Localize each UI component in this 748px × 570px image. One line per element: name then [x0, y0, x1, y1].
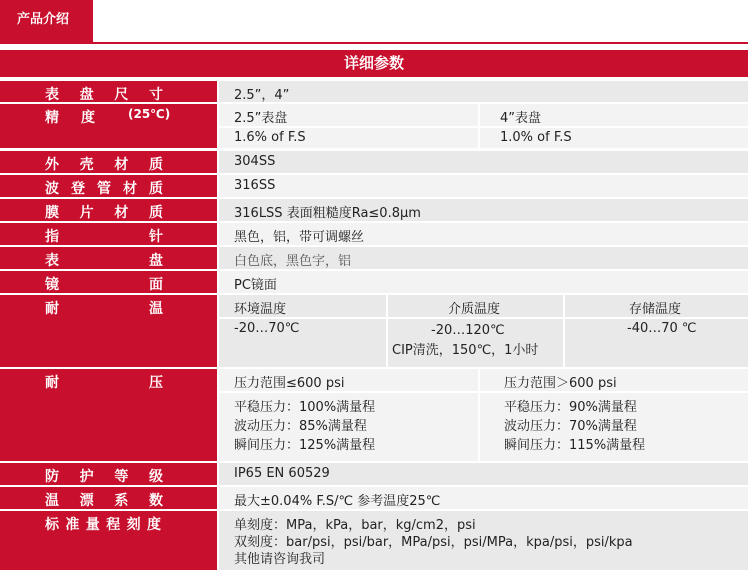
value-text: IP65 EN 60529: [234, 466, 330, 481]
value-scale: [219, 511, 748, 570]
label-text: 标准量程刻度: [45, 517, 161, 533]
accuracy-col1-value: 1.6% of F.S: [234, 130, 306, 145]
ambient-temp-head: 环境温度: [234, 302, 287, 317]
value-text: 304SS: [234, 154, 276, 169]
value-text: PC镜面: [234, 278, 277, 293]
label-dial-size: [0, 81, 217, 102]
value-text: 最大±0.04% F.S/℃ 参考温度25℃: [234, 494, 441, 509]
pressure-low-head: 压力范围≤600 psi: [234, 376, 345, 391]
pressure-low-line: 瞬间压力：125%满量程: [234, 438, 376, 453]
pressure-high-line: 瞬间压力：115%满量程: [504, 438, 646, 453]
label-note: (25℃): [128, 107, 171, 121]
value-text: 2.5”，4”: [234, 88, 290, 103]
label-text: 指针: [45, 229, 163, 245]
label-accuracy: [0, 104, 217, 148]
label-text: 镜面: [45, 277, 163, 293]
label-text: 精度: [45, 110, 95, 126]
label-text: 温漂系数: [45, 493, 163, 509]
label-bourdon-material: [0, 175, 217, 197]
divider: [478, 369, 480, 461]
tab-bar: [0, 0, 748, 44]
label-scale: [0, 511, 217, 570]
label-text: 膜片材质: [45, 205, 163, 221]
value-text: 白色底，黑色字，铝: [234, 254, 352, 269]
value-pointer: [219, 223, 748, 245]
label-text: 外壳材质: [45, 157, 163, 173]
value-temp-coeff: [219, 487, 748, 509]
pressure-low-line: 波动压力：85%满量程: [234, 419, 367, 434]
label-temperature: [0, 295, 217, 367]
label-text: 耐压: [45, 375, 163, 391]
label-text: 防护等级: [45, 469, 163, 485]
pressure-low-line: 平稳压力：100%满量程: [234, 400, 376, 415]
divider: [219, 391, 748, 393]
value-text: 316LSS 表面粗糙度Ra≤0.8μm: [234, 206, 421, 221]
value-dial-size: [219, 81, 748, 102]
label-temp-coeff: [0, 487, 217, 509]
value-temperature: [219, 295, 748, 367]
value-diaphragm-material: [219, 199, 748, 221]
value-pressure: [219, 369, 748, 461]
medium-temp-note: CIP清洗，150℃，1小时: [392, 343, 539, 358]
pressure-high-head: 压力范围＞600 psi: [504, 376, 617, 391]
value-text: 黑色，铝，带可调螺丝: [234, 230, 365, 245]
divider: [386, 295, 388, 367]
scale-line: 其他请咨询我司: [234, 552, 326, 567]
medium-temp-value: -20…120℃: [431, 323, 505, 338]
divider: [219, 126, 748, 128]
value-protection: [219, 463, 748, 485]
value-text: 316SS: [234, 178, 276, 193]
label-case-material: [0, 151, 217, 173]
divider: [478, 104, 480, 148]
pressure-high-line: 平稳压力：90%满量程: [504, 400, 637, 415]
scale-line: 双刻度：bar/psi，psi/bar，MPa/psi，psi/MPa，kpa/psi，psi/kpa: [234, 535, 633, 550]
label-diaphragm-material: [0, 199, 217, 221]
accuracy-col2-value: 1.0% of F.S: [500, 130, 572, 145]
label-text: 表盘尺寸: [45, 87, 163, 103]
label-dial: [0, 247, 217, 269]
storage-temp-value: -40…70 ℃: [627, 321, 697, 336]
value-dial: [219, 247, 748, 269]
accuracy-col1-head: 2.5”表盘: [234, 111, 288, 126]
label-protection: [0, 463, 217, 485]
label-text: 表盘: [45, 253, 163, 269]
label-text: 耐温: [45, 301, 163, 317]
value-case-material: [219, 151, 748, 173]
value-bourdon-material: [219, 175, 748, 197]
storage-temp-head: 存储温度: [629, 302, 682, 317]
value-lens: [219, 271, 748, 293]
accuracy-col2-head: 4”表盘: [500, 111, 542, 126]
scale-line: 单刻度：MPa，kPa，bar，kg/cm2，psi: [234, 518, 476, 533]
pressure-high-line: 波动压力：70%满量程: [504, 419, 637, 434]
label-pointer: [0, 223, 217, 245]
label-pressure: [0, 369, 217, 461]
label-lens: [0, 271, 217, 293]
label-text: 波登管材质: [45, 181, 163, 197]
tab-product-intro[interactable]: 产品介绍: [0, 0, 93, 42]
section-title: 详细参数: [0, 50, 748, 77]
divider: [219, 317, 748, 319]
value-accuracy: [219, 104, 748, 148]
ambient-temp-value: -20…70℃: [234, 321, 300, 336]
divider: [563, 295, 565, 367]
medium-temp-head: 介质温度: [448, 302, 501, 317]
